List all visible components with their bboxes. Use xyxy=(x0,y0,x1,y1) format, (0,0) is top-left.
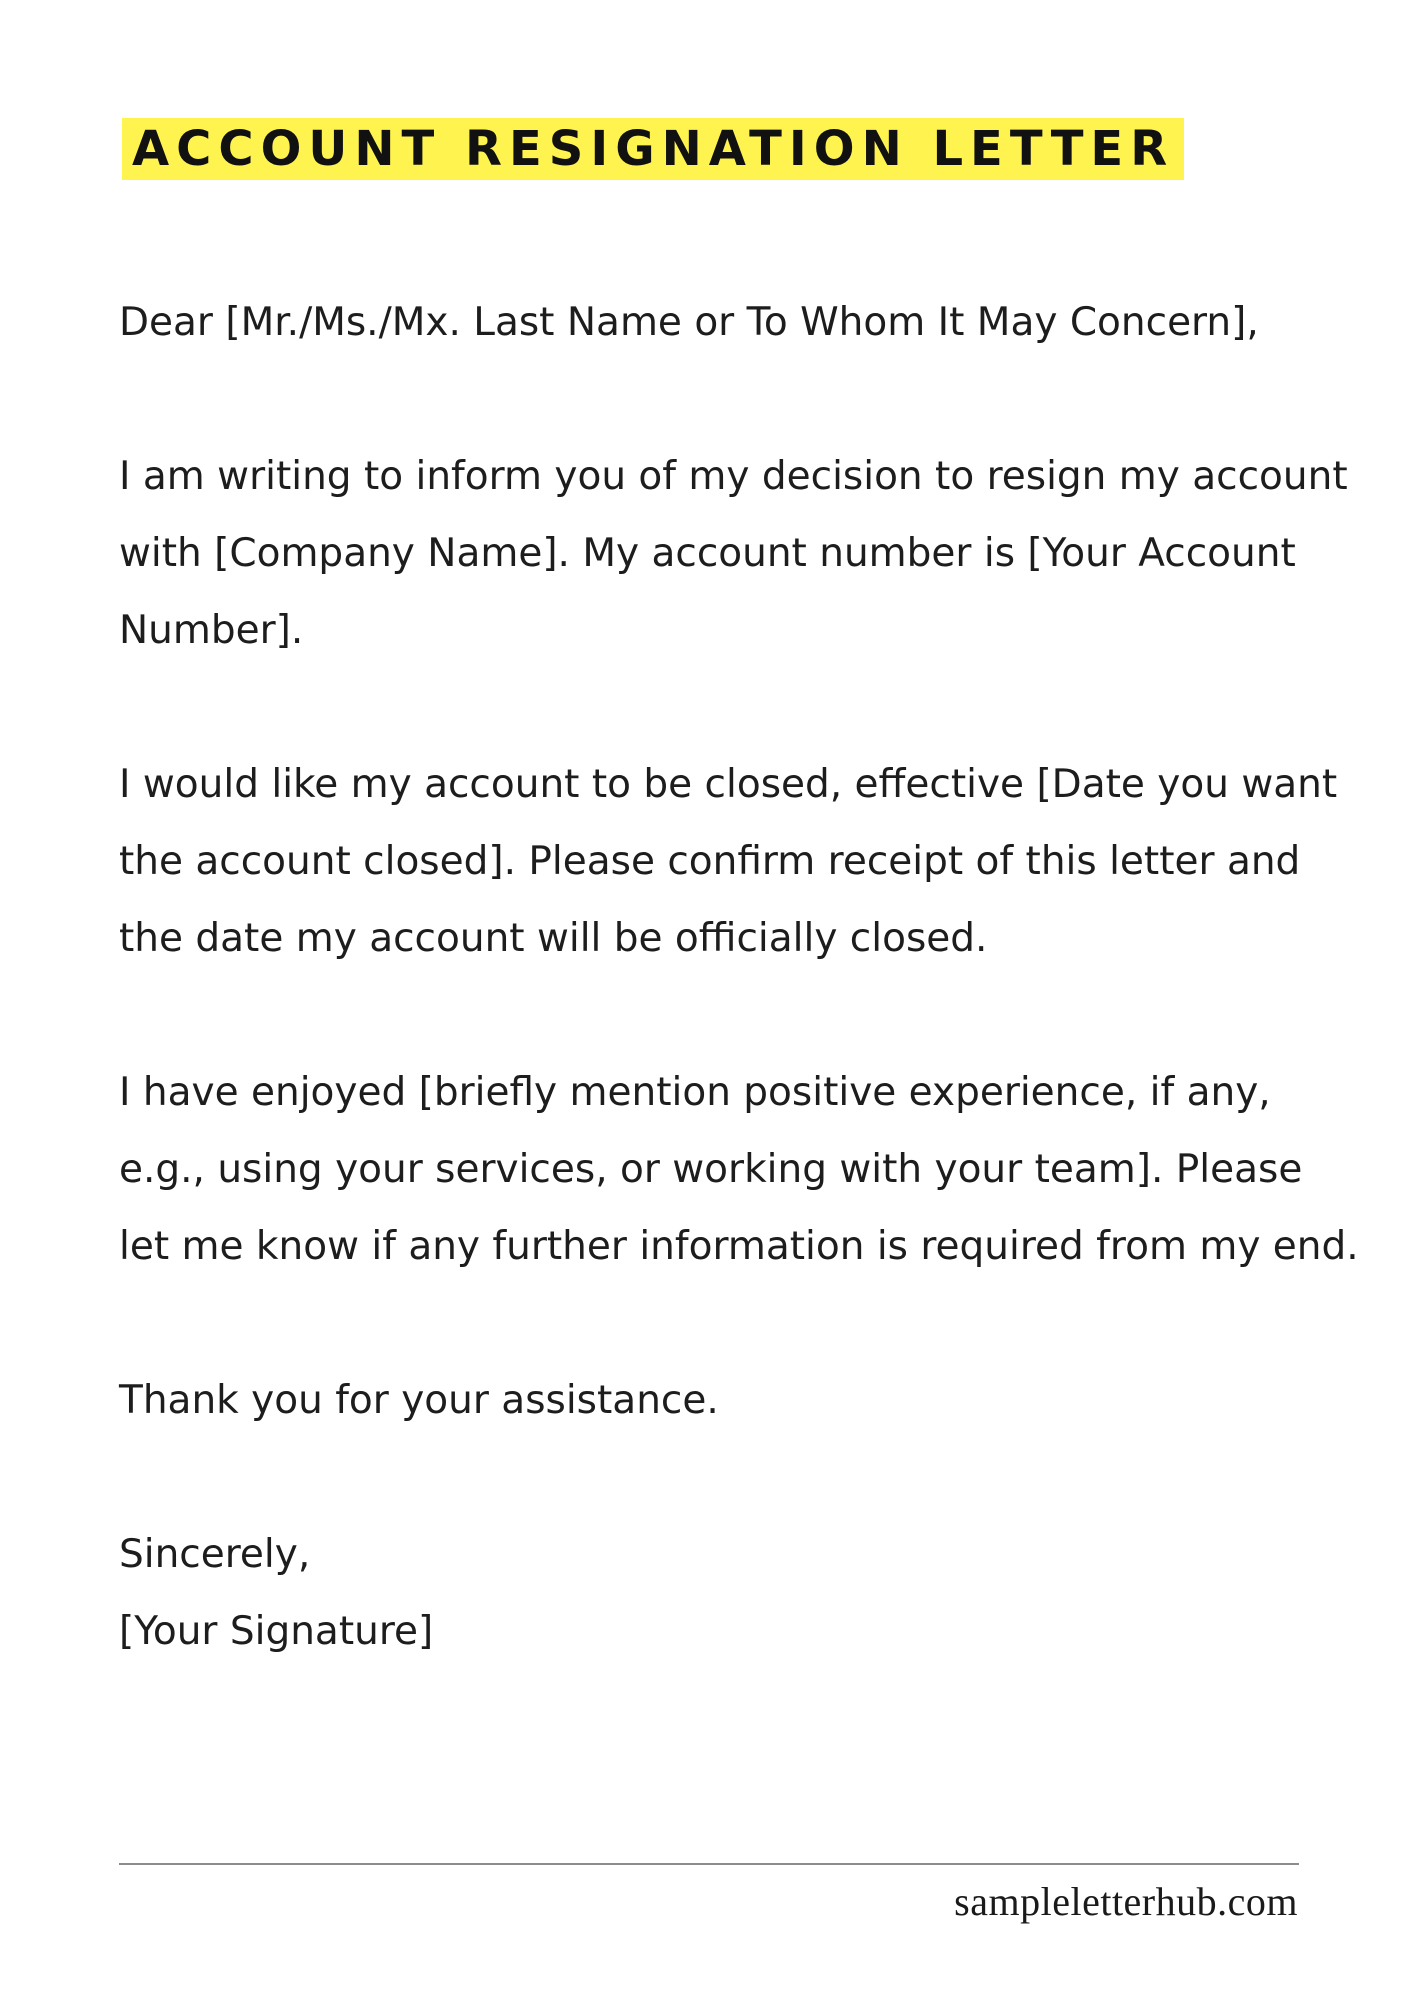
footer-site-name: sampleletterhub.com xyxy=(954,1879,1298,1924)
closing-block xyxy=(119,1516,1359,1670)
footer-divider xyxy=(119,1863,1299,1865)
paragraph-experience: I have enjoyed [briefly mention positive experience, if any, e.g., using your services, or working with your team]. Please let me know if any further information is required from my end. xyxy=(119,1070,1359,1269)
letter-body xyxy=(119,284,1359,1670)
title-highlight xyxy=(122,118,1184,180)
signature-placeholder: [Your Signature] xyxy=(119,1609,434,1654)
salutation: Dear [Mr./Ms./Mx. Last Name or To Whom It May Concern], xyxy=(119,300,1259,345)
paragraph-thanks: Thank you for your assistance. xyxy=(119,1378,719,1423)
page-title: ACCOUNT RESIGNATION LETTER xyxy=(132,121,1175,177)
paragraph-closure-request: I would like my account to be closed, effective [Date you want the account closed]. Please confirm receipt of this letter and the date my account will be officially closed. xyxy=(119,762,1338,961)
paragraph-intro: I am writing to inform you of my decision to resign my account with [Company Name]. My account number is [Your Account Number]. xyxy=(119,454,1348,653)
closing: Sincerely, xyxy=(119,1532,311,1577)
